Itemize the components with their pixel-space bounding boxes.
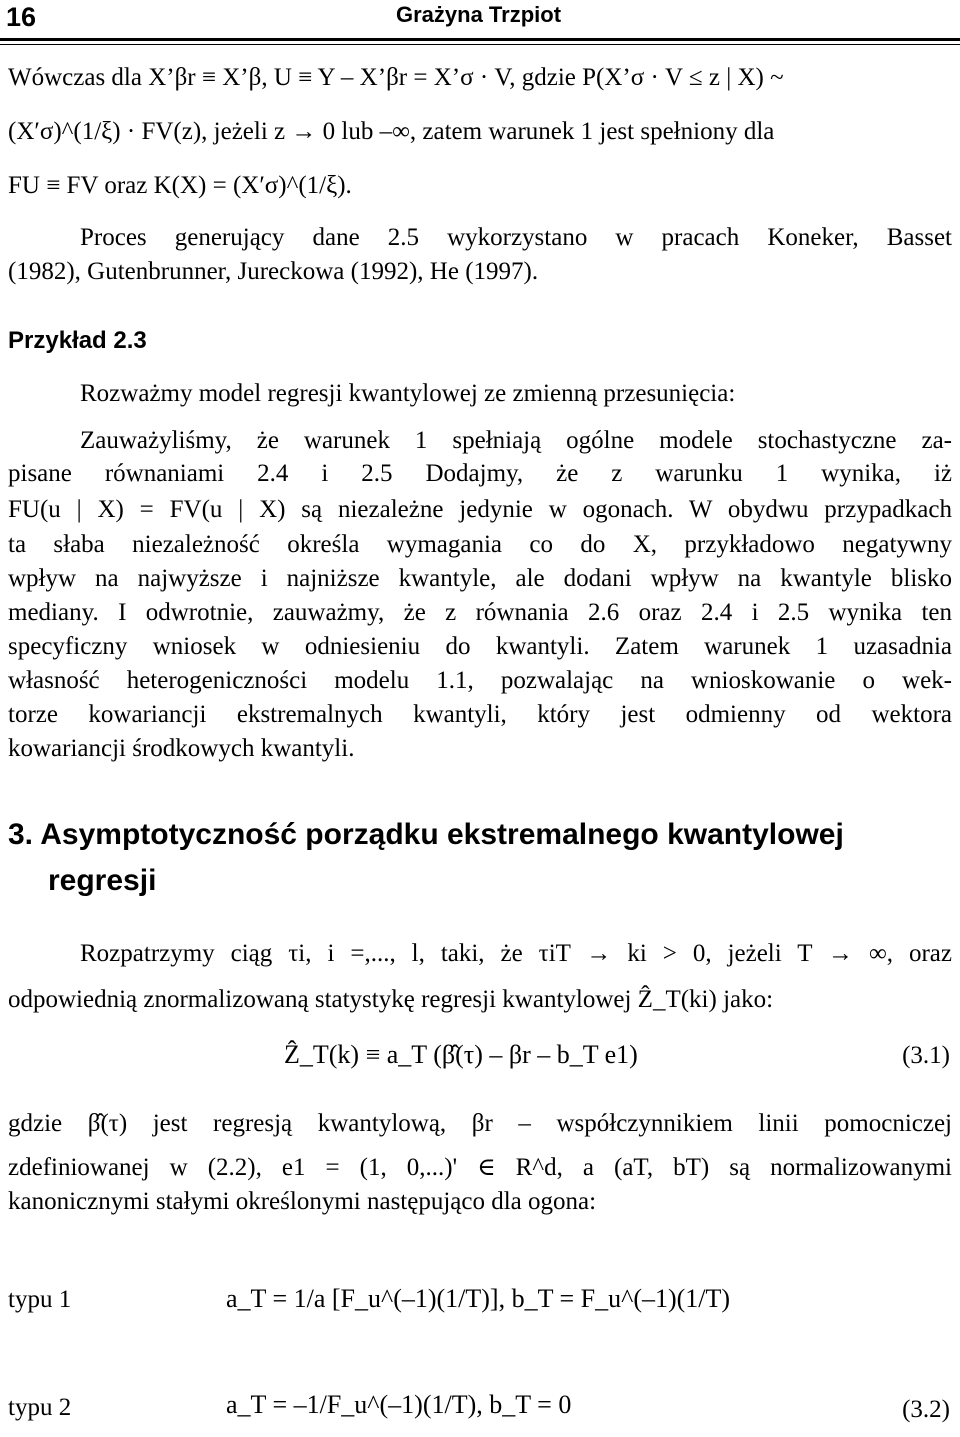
p2-line1-text: Proces generujący dane 2.5 wykorzystano w pracach Koneker, Basset: [80, 224, 952, 251]
equation-number-3-1: (3.1): [902, 1042, 950, 1069]
example-line-text: FU(u | X) = FV(u | X) są niezależne jedynie w ogonach. W obydwu przypadkach: [8, 496, 952, 523]
example-line-8: [8, 665, 952, 697]
example-line-text: wpływ na najwyższe i najniższe kwantyle, ale dodani wpływ na kwantyle blisko: [8, 565, 952, 592]
header-rule: [0, 38, 960, 41]
paragraph-2-line-2: [8, 256, 952, 288]
example-line-2: [8, 458, 952, 490]
type-1-label-text: typu 1: [8, 1286, 72, 1313]
example-line-10: [8, 733, 952, 765]
type-2-label: [8, 1392, 128, 1424]
paragraph-1-line-2: [8, 116, 952, 148]
type-1-formula: a_T = 1/a [F_u^(–1)(1/T)], b_T = F_u^(–1)(1/T): [226, 1284, 731, 1313]
example-line-9: [8, 699, 952, 731]
example-line-text: ta słaba niezależność określa wymagania co do X, przykładowo negatywny: [8, 531, 952, 558]
after-eq-text-3: kanonicznymi stałymi określonymi następująco dla ogona:: [8, 1188, 597, 1215]
example-line-6: [8, 597, 952, 629]
type-2-formula: a_T = –1/F_u^(–1)(1/T), b_T = 0: [226, 1390, 572, 1419]
page-number: 16: [6, 2, 37, 32]
page-header: [0, 0, 960, 42]
example-line-text: specyficzny wniosek w odniesieniu do kwantyli. Zatem warunek 1 uzasadnia: [8, 633, 952, 660]
after-eq-text-1: gdzie β̂(τ) jest regresją kwantylową, βr – współczynnikiem linii pomocniczej: [8, 1110, 952, 1137]
example-line-5: [8, 563, 952, 595]
header-rule-thin: [0, 44, 960, 45]
after-eq-line-3: [8, 1186, 952, 1218]
example-intro-text: Rozważmy model regresji kwantylowej ze zmienną przesunięcia:: [80, 380, 736, 407]
p1-line3-text: FU ≡ FV oraz K(X) = (X′σ)^(1/ξ).: [8, 172, 352, 199]
p1-line1-text: Wówczas dla X’βr ≡ X’β, U ≡ Y – X’βr = X’σ · V, gdzie P(X’σ · V ≤ z | X) ~: [8, 64, 784, 91]
example-line-1: [80, 425, 952, 457]
after-eq-text-2: zdefiniowanej w (2.2), e1 = (1, 0,...)' ∈ R^d, a (aT, bT) są normalizowanymi: [8, 1154, 952, 1181]
type-2-label-text: typu 2: [8, 1394, 72, 1421]
example-line-text: Zauważyliśmy, że warunek 1 spełniają ogólne modele stochastyczne za-: [80, 427, 952, 454]
p2-line2-text: (1982), Gutenbrunner, Jureckowa (1992), He (1997).: [8, 258, 539, 285]
section-text-2: odpowiednią znormalizowaną statystykę regresji kwantylowej Ẑ_T(ki) jako:: [8, 986, 774, 1013]
section-text-line-2: [8, 984, 952, 1016]
after-eq-line-2: [8, 1152, 952, 1184]
paragraph-1-line-1: [8, 62, 952, 94]
equation-3-1: Ẑ_T(k) ≡ a_T (β̂(τ) – βr – b_T e1): [284, 1040, 638, 1069]
example-line-4: [8, 529, 952, 561]
type-1-label: [8, 1284, 128, 1316]
example-intro: [80, 378, 952, 410]
running-head: Grażyna Trzpiot: [396, 2, 562, 27]
example-line-text: mediany. I odwrotnie, zauważmy, że z równania 2.6 oraz 2.4 i 2.5 wynika ten: [8, 599, 952, 626]
paragraph-1-line-3: [8, 170, 952, 202]
example-line-text: pisane równaniami 2.4 i 2.5 Dodajmy, że z warunku 1 wynika, iż: [8, 460, 952, 487]
section-title-line-2: regresji: [48, 864, 157, 897]
section-text-1: Rozpatrzymy ciąg τi, i =,..., l, taki, że τiT → ki > 0, jeżeli T → ∞, oraz: [80, 940, 952, 967]
example-line-3: [8, 494, 952, 526]
example-line-7: [8, 631, 952, 663]
p1-line2-text: (X′σ)^(1/ξ) · FV(z), jeżeli z → 0 lub –∞, zatem warunek 1 jest spełniony dla: [8, 118, 775, 145]
example-line-text: kowariancji środkowych kwantyli.: [8, 735, 355, 762]
example-line-text: torze kowariancji ekstremalnych kwantyli, który jest odmienny od wektora: [8, 701, 952, 728]
section-title-line-1: 3. Asymptotyczność porządku ekstremalnego kwantylowej: [8, 818, 844, 851]
example-line-text: własność heterogeniczności modelu 1.1, pozwalając na wnioskowanie o wek-: [8, 667, 952, 694]
section-text-line-1: [80, 938, 952, 970]
example-heading: Przykład 2.3: [8, 327, 147, 354]
equation-number-3-2: (3.2): [902, 1396, 950, 1423]
after-eq-line-1: [8, 1108, 952, 1140]
paragraph-2-line-1: [80, 222, 952, 254]
